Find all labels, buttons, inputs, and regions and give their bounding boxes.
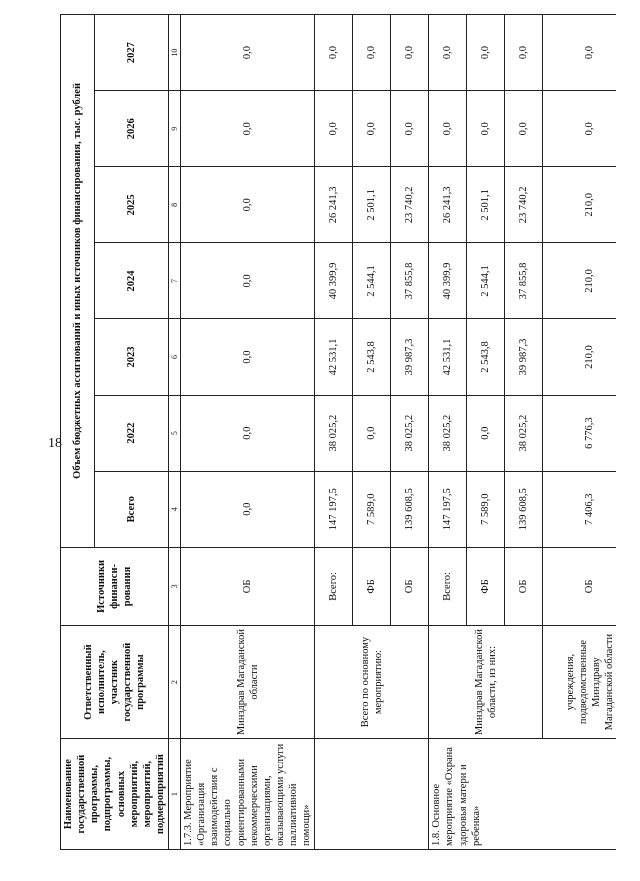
value-cell: 0,0 [467, 395, 505, 471]
table-frame [60, 14, 616, 850]
header-year-2025: 2025 [94, 167, 168, 243]
value-cell: 210,0 [543, 243, 616, 319]
rotated-table-container [60, 14, 616, 850]
column-number: 9 [169, 91, 181, 167]
row-source: Всего: [315, 547, 353, 625]
value-cell: 0,0 [543, 91, 616, 167]
value-cell: 2 544,1 [353, 243, 391, 319]
header-year-2024: 2024 [94, 243, 168, 319]
column-number: 1 [169, 739, 181, 850]
value-cell: 2 501,1 [353, 167, 391, 243]
row-executor: Минздрав Магаданской области, из них: [429, 626, 543, 739]
header-volume: Объем бюджетных ассигнований и иных источников финансирования, тыс. рублей [61, 15, 95, 548]
value-cell: 0,0 [315, 91, 353, 167]
page-number: 18 [48, 436, 62, 451]
value-cell: 7 406,3 [543, 471, 616, 547]
value-cell: 26 241,3 [315, 167, 353, 243]
value-cell: 39 987,3 [505, 319, 543, 395]
value-cell: 210,0 [543, 167, 616, 243]
row-source: ОБ [181, 547, 315, 625]
row-source: ФБ [353, 547, 391, 625]
column-number: 3 [169, 547, 181, 625]
value-cell: 0,0 [181, 15, 315, 91]
value-cell: 0,0 [181, 91, 315, 167]
value-cell: 0,0 [181, 395, 315, 471]
value-cell: 147 197,5 [429, 471, 467, 547]
value-cell: 23 740,2 [391, 167, 429, 243]
row-source: ФБ [467, 547, 505, 625]
header-year-2027: 2027 [94, 15, 168, 91]
value-cell: 0,0 [353, 15, 391, 91]
value-cell: 0,0 [505, 15, 543, 91]
value-cell: 139 608,5 [505, 471, 543, 547]
header-year-2026: 2026 [94, 91, 168, 167]
header-year-2023: 2023 [94, 319, 168, 395]
value-cell: 0,0 [181, 471, 315, 547]
value-cell: 38 025,2 [429, 395, 467, 471]
value-cell: 0,0 [467, 15, 505, 91]
row-name-empty [315, 739, 429, 850]
column-number: 7 [169, 243, 181, 319]
value-cell: 0,0 [429, 91, 467, 167]
header-year-2022: 2022 [94, 395, 168, 471]
value-cell: 38 025,2 [391, 395, 429, 471]
value-cell: 147 197,5 [315, 471, 353, 547]
value-cell: 37 855,8 [505, 243, 543, 319]
column-number: 8 [169, 167, 181, 243]
value-cell: 39 987,3 [391, 319, 429, 395]
header-sources: Источники финанси- рования [61, 547, 169, 625]
value-cell: 0,0 [181, 319, 315, 395]
value-cell: 42 531,1 [429, 319, 467, 395]
value-cell: 37 855,8 [391, 243, 429, 319]
value-cell: 0,0 [353, 91, 391, 167]
value-cell: 0,0 [467, 91, 505, 167]
value-cell: 6 776,3 [543, 395, 616, 471]
header-executor: Ответственный исполнитель, участник государственной программы [61, 626, 169, 739]
value-cell: 0,0 [181, 243, 315, 319]
column-number: 6 [169, 319, 181, 395]
value-cell: 2 543,8 [353, 319, 391, 395]
value-cell: 23 740,2 [505, 167, 543, 243]
value-cell: 2 544,1 [467, 243, 505, 319]
value-cell: 42 531,1 [315, 319, 353, 395]
value-cell: 0,0 [353, 395, 391, 471]
value-cell: 40 399,9 [315, 243, 353, 319]
row-source: ОБ [543, 547, 616, 625]
column-number: 5 [169, 395, 181, 471]
value-cell: 0,0 [315, 15, 353, 91]
financing-table [60, 14, 616, 850]
value-cell: 0,0 [391, 15, 429, 91]
value-cell: 210,0 [543, 319, 616, 395]
row-executor: Всего по основному мероприятию: [315, 626, 429, 739]
value-cell: 0,0 [505, 91, 543, 167]
value-cell: 0,0 [391, 91, 429, 167]
row-name: 1.7.3. Мероприятие «Организация взаимодействия с социально ориентированными некоммерческими организациями, оказывающими услуги паллиативной помощи» [181, 739, 315, 850]
value-cell: 0,0 [543, 15, 616, 91]
value-cell: 26 241,3 [429, 167, 467, 243]
value-cell: 7 589,0 [353, 471, 391, 547]
row-executor: Минздрав Магаданской области [181, 626, 315, 739]
row-executor: учреждения, подведомственные Минздраву Магаданской области [543, 626, 616, 739]
column-number: 10 [169, 15, 181, 91]
value-cell: 38 025,2 [315, 395, 353, 471]
header-name: Наименование государственной программы, подпрограммы, основных мероприятий, мероприятий, подмероприятий [61, 739, 169, 850]
value-cell: 0,0 [429, 15, 467, 91]
value-cell: 7 589,0 [467, 471, 505, 547]
value-cell: 2 543,8 [467, 319, 505, 395]
value-cell: 40 399,9 [429, 243, 467, 319]
row-source: Всего: [429, 547, 467, 625]
value-cell: 0,0 [181, 167, 315, 243]
header-year-total: Всего [94, 471, 168, 547]
value-cell: 139 608,5 [391, 471, 429, 547]
row-name: 1.8. Основное мероприятие «Охрана здоровья матери и ребенка» [429, 739, 616, 850]
column-number: 2 [169, 626, 181, 739]
value-cell: 2 501,1 [467, 167, 505, 243]
row-source: ОБ [505, 547, 543, 625]
value-cell: 38 025,2 [505, 395, 543, 471]
column-number: 4 [169, 471, 181, 547]
row-source: ОБ [391, 547, 429, 625]
